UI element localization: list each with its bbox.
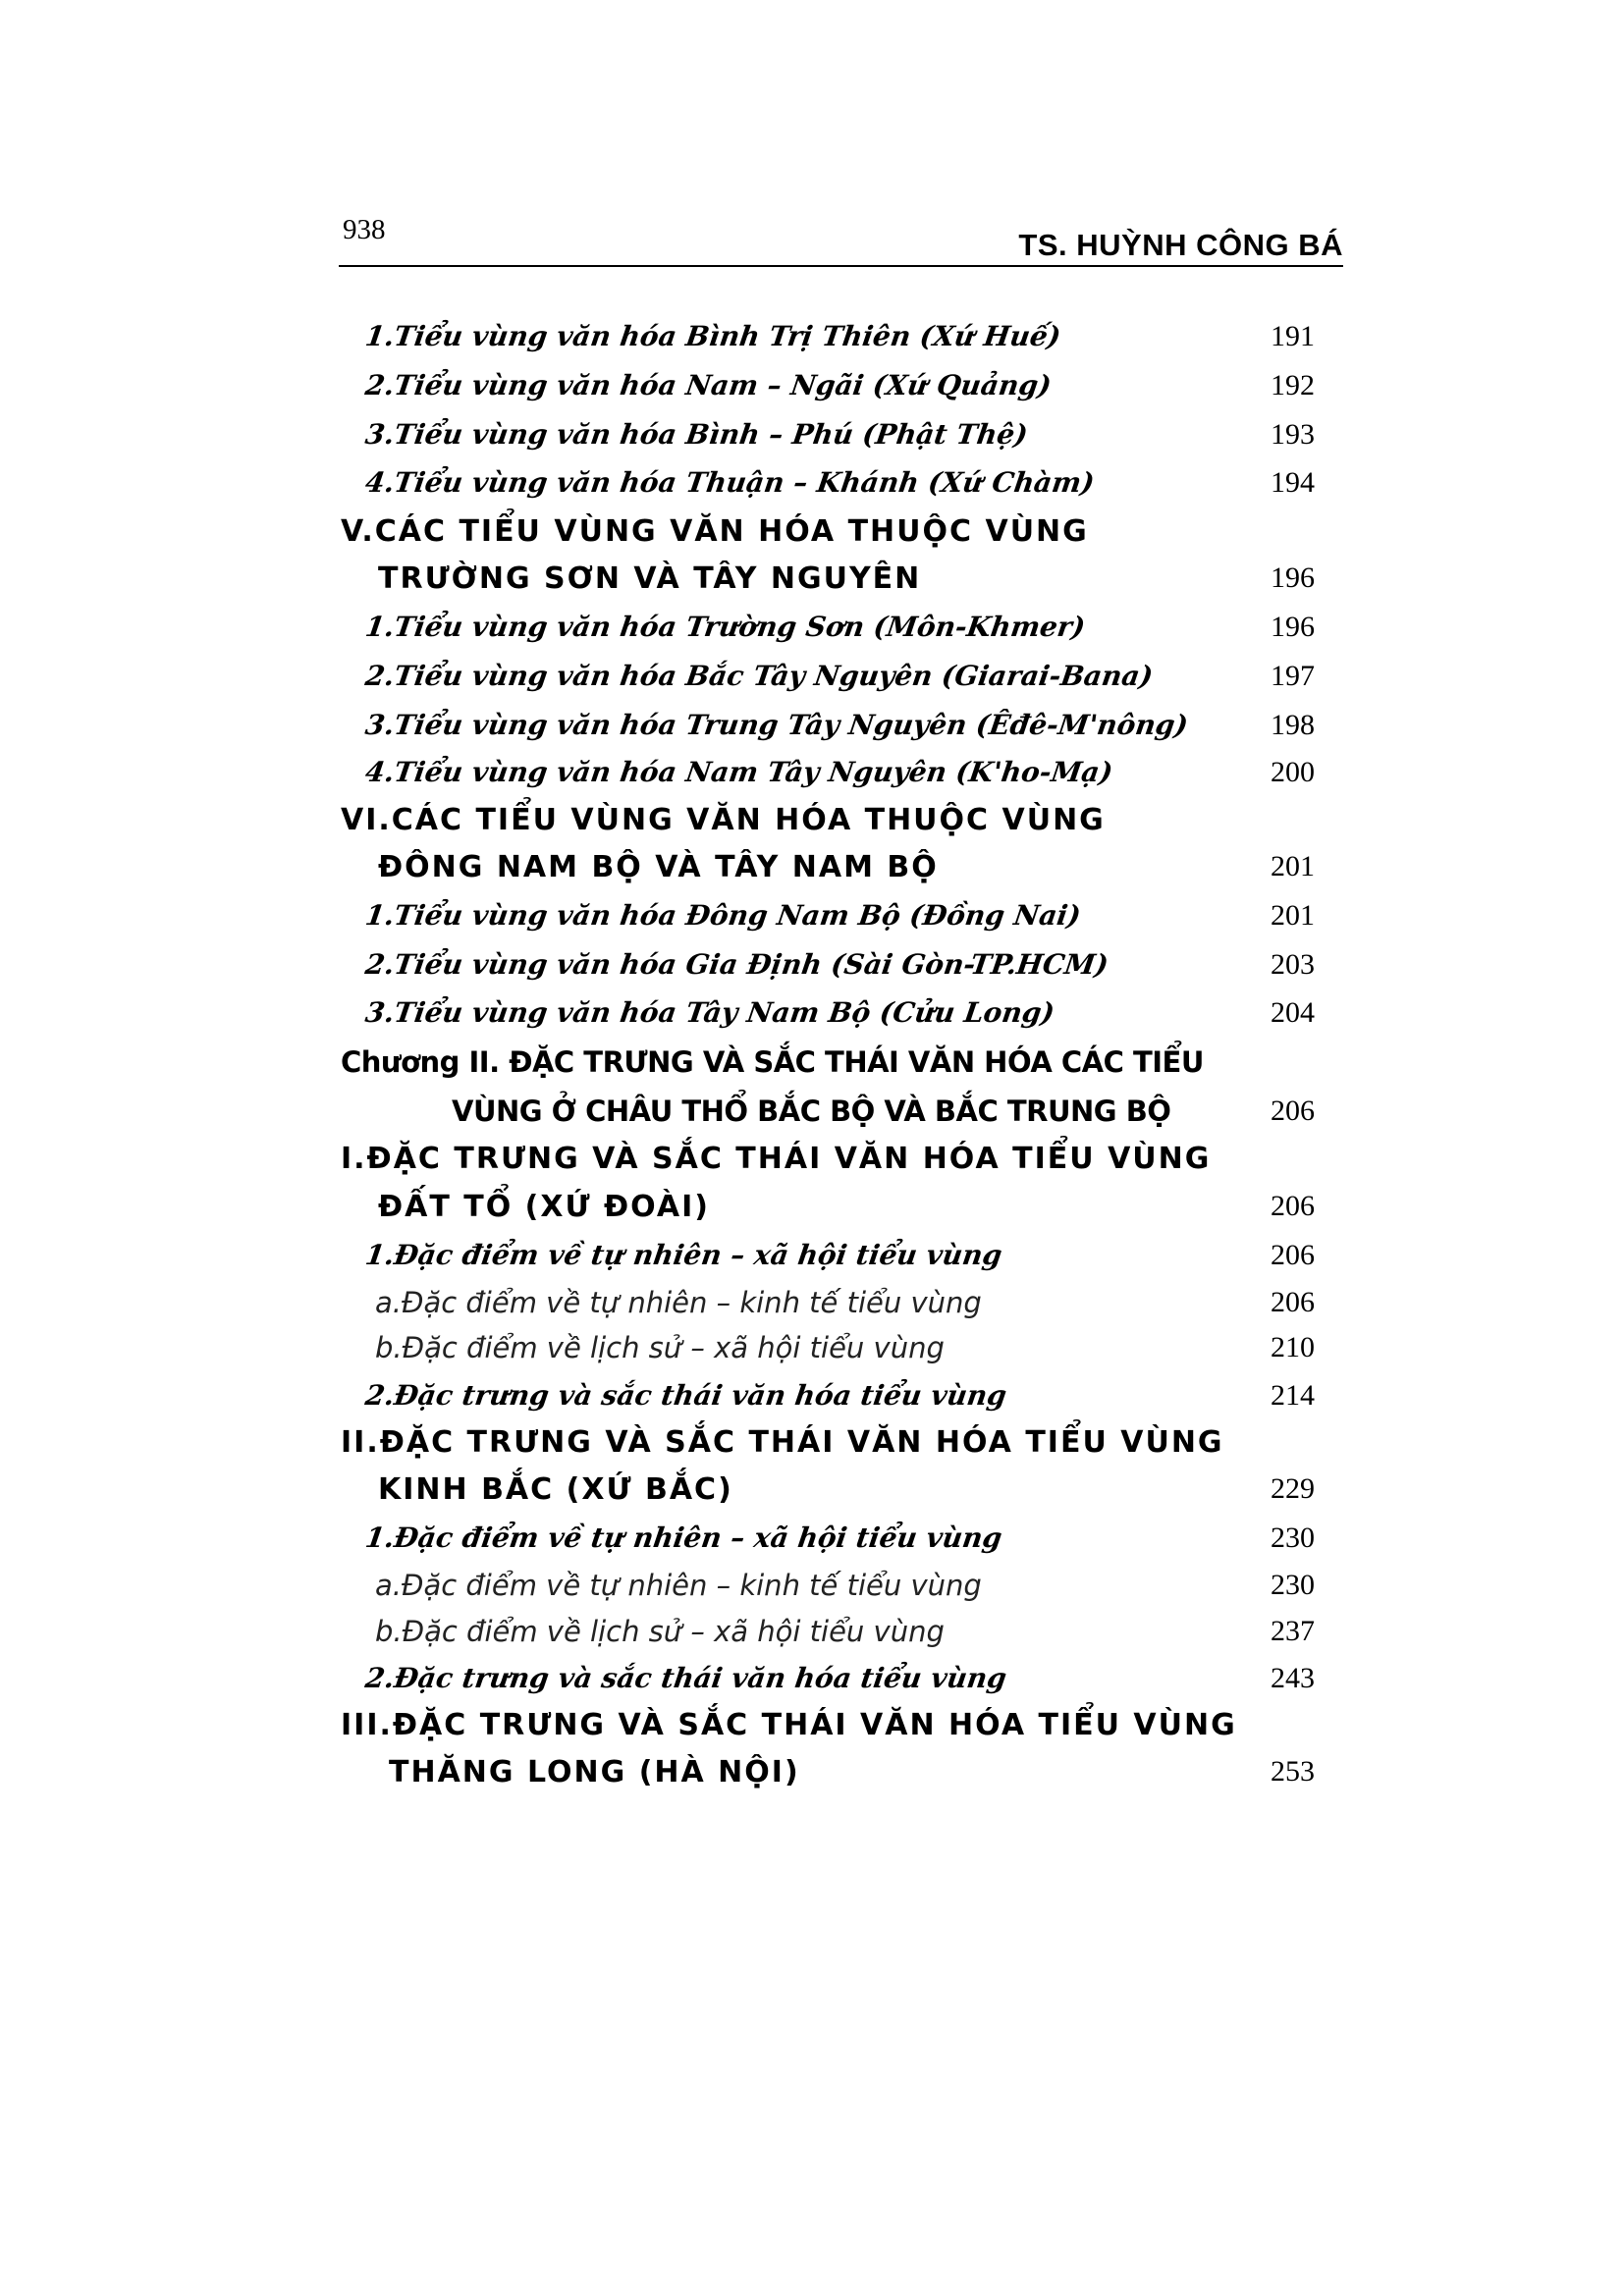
toc-section-heading [0, 1142, 1624, 1189]
toc-entry [0, 948, 1624, 995]
toc-section-heading [0, 1190, 1624, 1237]
toc-subentry [0, 1286, 1624, 1333]
toc-entry [0, 899, 1624, 946]
toc-entry-title: 3.Tiểu vùng văn hóa Tây Nam Bộ (Cửu Long) [363, 996, 1057, 1029]
toc-entry-page: 206 [1271, 1286, 1315, 1318]
toc-entry-page: 197 [1271, 660, 1315, 692]
toc-section-heading [0, 1755, 1624, 1802]
toc-entry-page: 204 [1271, 996, 1315, 1029]
toc-entry-title: 1.Tiểu vùng văn hóa Đông Nam Bộ (Đồng Nai) [363, 899, 1083, 932]
toc-entry-title: a.Đặc điểm về tự nhiên – kinh tế tiểu vùng [375, 1286, 982, 1319]
toc-entry-title: VÙNG Ở CHÂU THỔ BẮC BỘ VÀ BẮC TRUNG BỘ [452, 1095, 1171, 1128]
toc-entry-page: 196 [1271, 561, 1315, 594]
toc-entry-title: 2.Tiểu vùng văn hóa Nam – Ngãi (Xứ Quảng) [363, 369, 1054, 401]
toc-section-heading [0, 1472, 1624, 1520]
toc-entry-page: 191 [1271, 320, 1315, 352]
toc-entry-title: 1.Đặc điểm về tự nhiên – xã hội tiểu vùng [363, 1522, 1004, 1554]
toc-entry-title: 2.Tiểu vùng văn hóa Gia Định (Sài Gòn-TP.HCM) [363, 948, 1110, 981]
toc-entry-page: 214 [1271, 1379, 1315, 1412]
toc-entry-title: II.ĐẶC TRƯNG VÀ SẮC THÁI VĂN HÓA TIỂU VÙNG [341, 1425, 1224, 1460]
toc-section-heading [0, 850, 1624, 897]
toc-section-heading [0, 803, 1624, 850]
toc-subentry [0, 1615, 1624, 1662]
toc-entry-page: 206 [1271, 1190, 1315, 1222]
toc-entry-page: 237 [1271, 1615, 1315, 1647]
toc-entry-title: III.ĐẶC TRƯNG VÀ SẮC THÁI VĂN HÓA TIỂU VÙNG [341, 1708, 1237, 1742]
toc-entry [0, 466, 1624, 513]
toc-chapter-heading [0, 1045, 1624, 1093]
toc-entry-title: 2.Đặc trưng và sắc thái văn hóa tiểu vùng [363, 1379, 1009, 1412]
toc-section-heading [0, 514, 1624, 561]
toc-entry-title: b.Đặc điểm về lịch sử – xã hội tiểu vùng [375, 1615, 945, 1648]
toc-entry-page: 198 [1271, 709, 1315, 741]
toc-chapter-heading [0, 1095, 1624, 1142]
toc-section-heading [0, 561, 1624, 609]
toc-entry-title: 1.Tiểu vùng văn hóa Bình Trị Thiên (Xứ Huế) [363, 320, 1063, 352]
toc-entry-title: 3.Tiểu vùng văn hóa Trung Tây Nguyên (Êđê-M'nông) [363, 709, 1191, 741]
toc-entry-page: 206 [1271, 1239, 1315, 1271]
toc-entry-page: 201 [1271, 850, 1315, 882]
toc-entry-page: 201 [1271, 899, 1315, 932]
toc-entry-page: 230 [1271, 1569, 1315, 1601]
toc-entry-page: 230 [1271, 1522, 1315, 1554]
toc-entry-title: 1.Tiểu vùng văn hóa Trường Sơn (Môn-Khmer) [363, 611, 1088, 643]
toc-entry-page: 194 [1271, 466, 1315, 499]
toc-entry-page: 192 [1271, 369, 1315, 401]
toc-section-heading [0, 1708, 1624, 1755]
toc-entry-page: 229 [1271, 1472, 1315, 1505]
running-head: TS. HUỲNH CÔNG BÁ [1018, 228, 1343, 262]
toc-subentry [0, 1569, 1624, 1616]
toc-entry [0, 611, 1624, 658]
toc-entry-title: THĂNG LONG (HÀ NỘI) [389, 1755, 800, 1789]
toc-entry [0, 320, 1624, 367]
toc-entry-title: a.Đặc điểm về tự nhiên – kinh tế tiểu vùng [375, 1569, 982, 1602]
toc-entry-title: 4.Tiểu vùng văn hóa Thuận – Khánh (Xứ Chàm) [363, 466, 1097, 499]
page-number: 938 [343, 214, 386, 245]
toc-entry-title: b.Đặc điểm về lịch sử – xã hội tiểu vùng [375, 1331, 945, 1364]
toc-entry-title: V.CÁC TIỂU VÙNG VĂN HÓA THUỘC VÙNG [341, 514, 1089, 549]
toc-subentry [0, 1331, 1624, 1378]
toc-entry-page: 210 [1271, 1331, 1315, 1363]
toc-entry-title: 3.Tiểu vùng văn hóa Bình – Phú (Phật Thệ) [363, 418, 1030, 451]
toc-entry [0, 1662, 1624, 1709]
toc-entry-title: 1.Đặc điểm về tự nhiên – xã hội tiểu vùng [363, 1239, 1004, 1271]
toc-entry [0, 996, 1624, 1043]
toc-entry-page: 193 [1271, 418, 1315, 451]
toc-entry-title: 2.Đặc trưng và sắc thái văn hóa tiểu vùng [363, 1662, 1009, 1694]
toc-entry [0, 369, 1624, 416]
toc-section-heading [0, 1425, 1624, 1472]
toc-entry [0, 1239, 1624, 1286]
toc-entry [0, 418, 1624, 465]
toc-entry-title: I.ĐẶC TRƯNG VÀ SẮC THÁI VĂN HÓA TIỂU VÙNG [341, 1142, 1212, 1176]
toc-entry-title: 4.Tiểu vùng văn hóa Nam Tây Nguyên (K'ho-Mạ) [363, 756, 1115, 788]
toc-entry [0, 756, 1624, 803]
toc-entry-page: 206 [1271, 1095, 1315, 1127]
toc-entry-title: VI.CÁC TIỂU VÙNG VĂN HÓA THUỘC VÙNG [341, 803, 1106, 837]
toc-entry-page: 203 [1271, 948, 1315, 981]
toc-entry [0, 1379, 1624, 1426]
toc-entry-page: 200 [1271, 756, 1315, 788]
toc-entry-title: Chương II. ĐẶC TRƯNG VÀ SẮC THÁI VĂN HÓA CÁC TIỂU [341, 1045, 1204, 1079]
toc-entry-title: ĐÔNG NAM BỘ VÀ TÂY NAM BỘ [378, 850, 939, 884]
toc-entry-title: KINH BẮC (XỨ BẮC) [378, 1472, 733, 1507]
toc-entry-page: 253 [1271, 1755, 1315, 1788]
toc-entry [0, 1522, 1624, 1569]
toc-entry-page: 196 [1271, 611, 1315, 643]
toc-entry-title: 2.Tiểu vùng văn hóa Bắc Tây Nguyên (Giarai-Bana) [363, 660, 1156, 692]
toc-entry [0, 660, 1624, 707]
toc-entry-page: 243 [1271, 1662, 1315, 1694]
toc-entry-title: TRƯỜNG SƠN VÀ TÂY NGUYÊN [378, 561, 922, 596]
toc-entry [0, 709, 1624, 756]
toc-entry-title: ĐẤT TỔ (XỨ ĐOÀI) [378, 1190, 710, 1224]
